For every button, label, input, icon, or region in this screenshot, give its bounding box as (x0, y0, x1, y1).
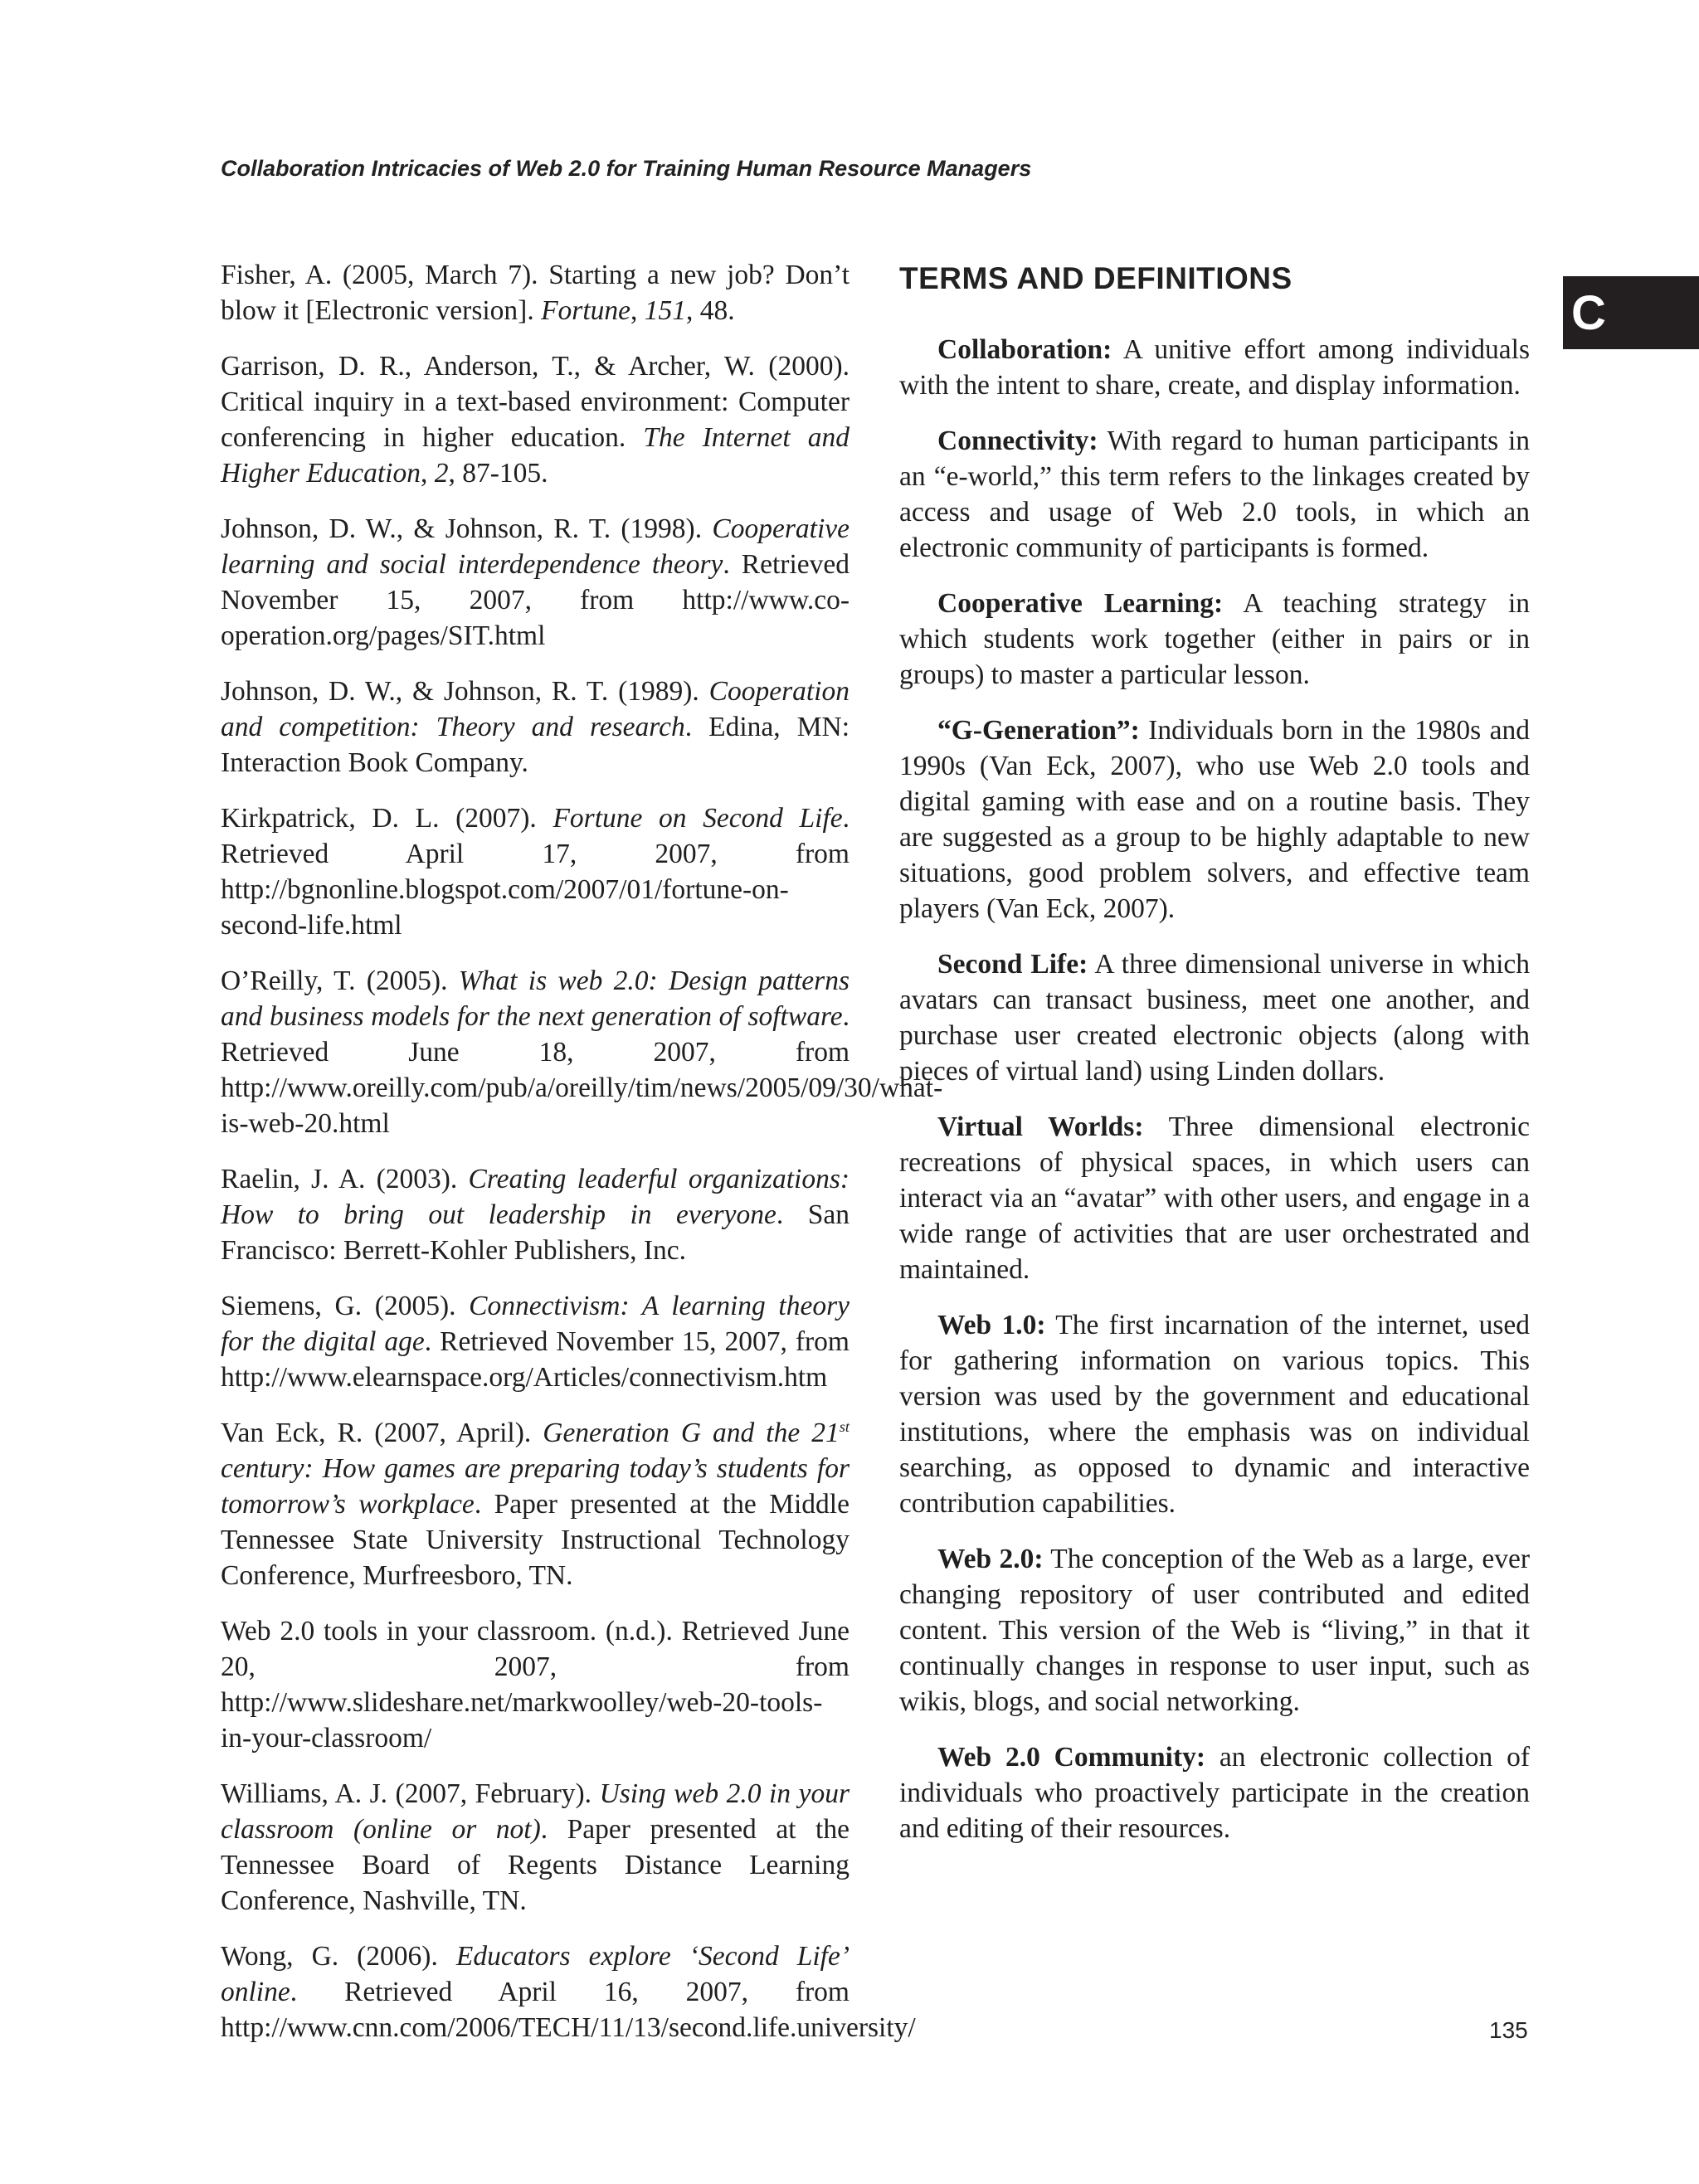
reference-entry: O’Reilly, T. (2005). What is web 2.0: Design patterns and business models for the next generation of software. Retrieved June 18, 2007, from http://www.oreilly.com/pub/a/oreilly/tim/news/2005/09/30/what-is-web-20.html (221, 966, 943, 1139)
reference-entry: Williams, A. J. (2007, February). Using web 2.0 in your classroom (online or not). Paper presented at the Tennessee Board of Regents Distance Learning Conference, Nashville, TN. (221, 1778, 850, 1916)
section-tab (1563, 276, 1699, 349)
term-definition: Second Life: A three dimensional universe in which avatars can transact business, meet one another, and purchase user created electronic objects (along with pieces of virtual land) using Linden dollars. (899, 949, 1530, 1087)
term-definition: Web 2.0 Community: an electronic collection of individuals who proactively participate in the creation and editing of their resources. (899, 1742, 1530, 1844)
reference-entry: Johnson, D. W., & Johnson, R. T. (1989). Cooperation and competition: Theory and research. Edina, MN: Interaction Book Company. (221, 676, 850, 778)
page-number: 135 (1489, 2017, 1528, 2043)
running-header: Collaboration Intricacies of Web 2.0 for Training Human Resource Managers (221, 156, 1032, 181)
term-definition: “G-Generation”: Individuals born in the 1980s and 1990s (Van Eck, 2007), who use Web 2.0 tools and digital gaming with ease and on a routine basis. They are suggested as a group to be highly adaptable to new situations, good problem solvers, and effective team players (Van Eck, 2007). (899, 715, 1530, 924)
reference-entry: Kirkpatrick, D. L. (2007). Fortune on Second Life. Retrieved April 17, 2007, from http://bgnonline.blogspot.com/2007/01/fortune-on-second-life.html (221, 803, 850, 941)
term-definition: Web 1.0: The first incarnation of the internet, used for gathering information on various topics. This version was used by the government and educational institutions, where the emphasis was on individual searching, as opposed to dynamic and interactive contribution capabilities. (899, 1310, 1530, 1519)
reference-entry: Wong, G. (2006). Educators explore ‘Second Life’ online. Retrieved April 16, 2007, from http://www.cnn.com/2006/TECH/11/13/second.life.university/ (221, 1941, 916, 2043)
terms-column (899, 257, 1530, 1866)
section-heading: TERMS AND DEFINITIONS (899, 261, 1293, 295)
reference-entry: Web 2.0 tools in your classroom. (n.d.). Retrieved June 20, 2007, from http://www.slideshare.net/markwoolley/web-20-tools-in-your-classroom/ (221, 1616, 850, 1754)
reference-entry: Fisher, A. (2005, March 7). Starting a new job? Don’t blow it [Electronic version]. Fortune, 151, 48. (221, 260, 850, 326)
reference-entry: Van Eck, R. (2007, April). Generation G and the 21st century: How games are preparing today’s students for tomorrow’s workplace. Paper presented at the Middle Tennessee State University Instructional Technology Conference, Murfreesboro, TN. (221, 1418, 850, 1591)
reference-entry: Siemens, G. (2005). Connectivism: A learning theory for the digital age. Retrieved November 15, 2007, from http://www.elearnspace.org/Articles/connectivism.htm (221, 1291, 850, 1393)
reference-entry: Garrison, D. R., Anderson, T., & Archer, W. (2000). Critical inquiry in a text-based environment: Computer conferencing in higher education. The Internet and Higher Education, 2, 87-105. (221, 351, 850, 489)
term-definition: Cooperative Learning: A teaching strategy in which students work together (either in pairs or in groups) to master a particular lesson. (899, 588, 1531, 690)
reference-entry: Raelin, J. A. (2003). Creating leaderful organizations: How to bring out leadership in everyone. San Francisco: Berrett-Kohler Publishers, Inc. (221, 1164, 850, 1266)
term-definition: Virtual Worlds: Three dimensional electronic recreations of physical spaces, in which users can interact via an “avatar” with other users, and engage in a wide range of activities that are user orchestrated and maintained. (899, 1111, 1530, 1285)
term-definition: Collaboration: A unitive effort among individuals with the intent to share, create, and display information. (899, 334, 1530, 401)
references-column (221, 257, 943, 2065)
reference-entry: Johnson, D. W., & Johnson, R. T. (1998). Cooperative learning and social interdependence theory. Retrieved November 15, 2007, from http://www.co-operation.org/pages/SIT.html (221, 513, 850, 651)
section-tab-letter: C (1571, 285, 1606, 340)
term-definition: Connectivity: With regard to human participants in an “e-world,” this term refers to the linkages created by access and usage of Web 2.0 tools, in which an electronic community of participants is formed. (899, 426, 1530, 563)
term-definition: Web 2.0: The conception of the Web as a large, ever changing repository of user contributed and edited content. This version of the Web is “living,” in that it continually changes in response to user input, such as wikis, blogs, and social networking. (899, 1544, 1530, 1717)
